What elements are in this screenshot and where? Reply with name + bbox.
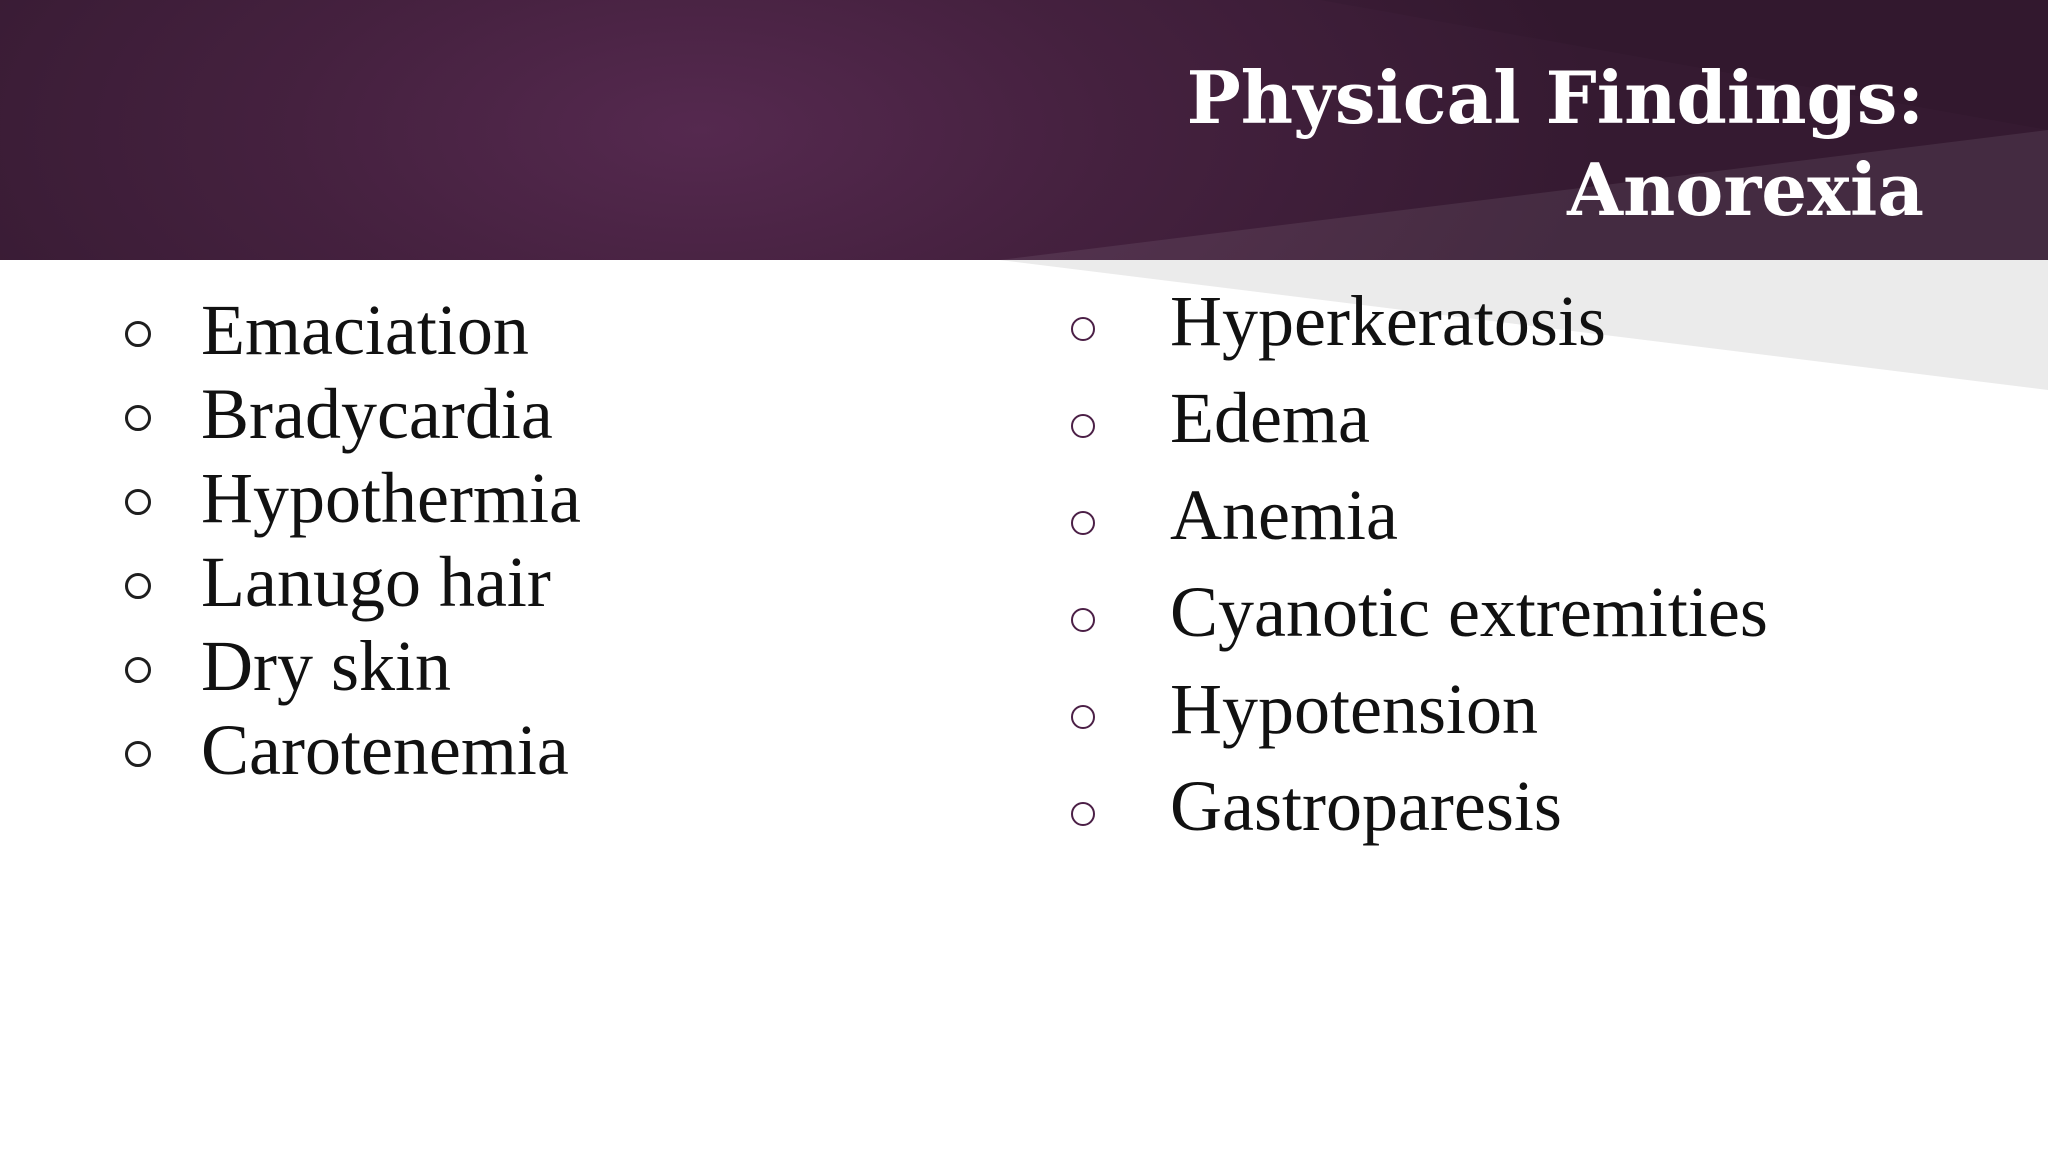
- circle-outline-icon: [1071, 802, 1095, 826]
- list-item-label: Hyperkeratosis: [1170, 281, 1606, 361]
- list-item: [125, 372, 885, 456]
- circle-outline-icon: [1071, 608, 1095, 632]
- list-item-label: Bradycardia: [201, 374, 553, 454]
- slide-title: [1187, 52, 1924, 236]
- list-item: [125, 456, 885, 540]
- list-item-label: Edema: [1170, 378, 1370, 458]
- list-item-label: Cyanotic extremities: [1170, 572, 1768, 652]
- list-item: [1068, 571, 1888, 653]
- circle-outline-icon: [125, 657, 151, 683]
- circle-outline-icon: [1071, 414, 1095, 438]
- slide-title-line: Physical Findings:: [1186, 55, 1924, 140]
- list-item-label: Lanugo hair: [201, 542, 551, 622]
- circle-outline-icon: [125, 573, 151, 599]
- list-item: [125, 624, 885, 708]
- slide-title-line: Anorexia: [1567, 147, 1924, 232]
- list-item-label: Dry skin: [201, 626, 451, 706]
- list-item: [125, 708, 885, 792]
- list-item-label: Anemia: [1170, 475, 1398, 555]
- circle-outline-icon: [125, 321, 151, 347]
- list-item-label: Hypotension: [1170, 669, 1538, 749]
- circle-outline-icon: [1071, 317, 1095, 341]
- list-item-label: Gastroparesis: [1170, 766, 1562, 846]
- list-item-label: Carotenemia: [201, 710, 569, 790]
- circle-outline-icon: [125, 489, 151, 515]
- list-item-label: Emaciation: [201, 290, 529, 370]
- circle-outline-icon: [1071, 705, 1095, 729]
- list-item: [1068, 280, 1888, 362]
- list-item-label: Hypothermia: [201, 458, 581, 538]
- list-item: [125, 288, 885, 372]
- left-findings-list: [125, 288, 885, 792]
- circle-outline-icon: [125, 405, 151, 431]
- list-item: [125, 540, 885, 624]
- list-item: [1068, 474, 1888, 556]
- circle-outline-icon: [1071, 511, 1095, 535]
- list-item: [1068, 377, 1888, 459]
- circle-outline-icon: [125, 741, 151, 767]
- list-item: [1068, 668, 1888, 750]
- list-item: [1068, 765, 1888, 847]
- right-findings-list: [1068, 280, 1888, 862]
